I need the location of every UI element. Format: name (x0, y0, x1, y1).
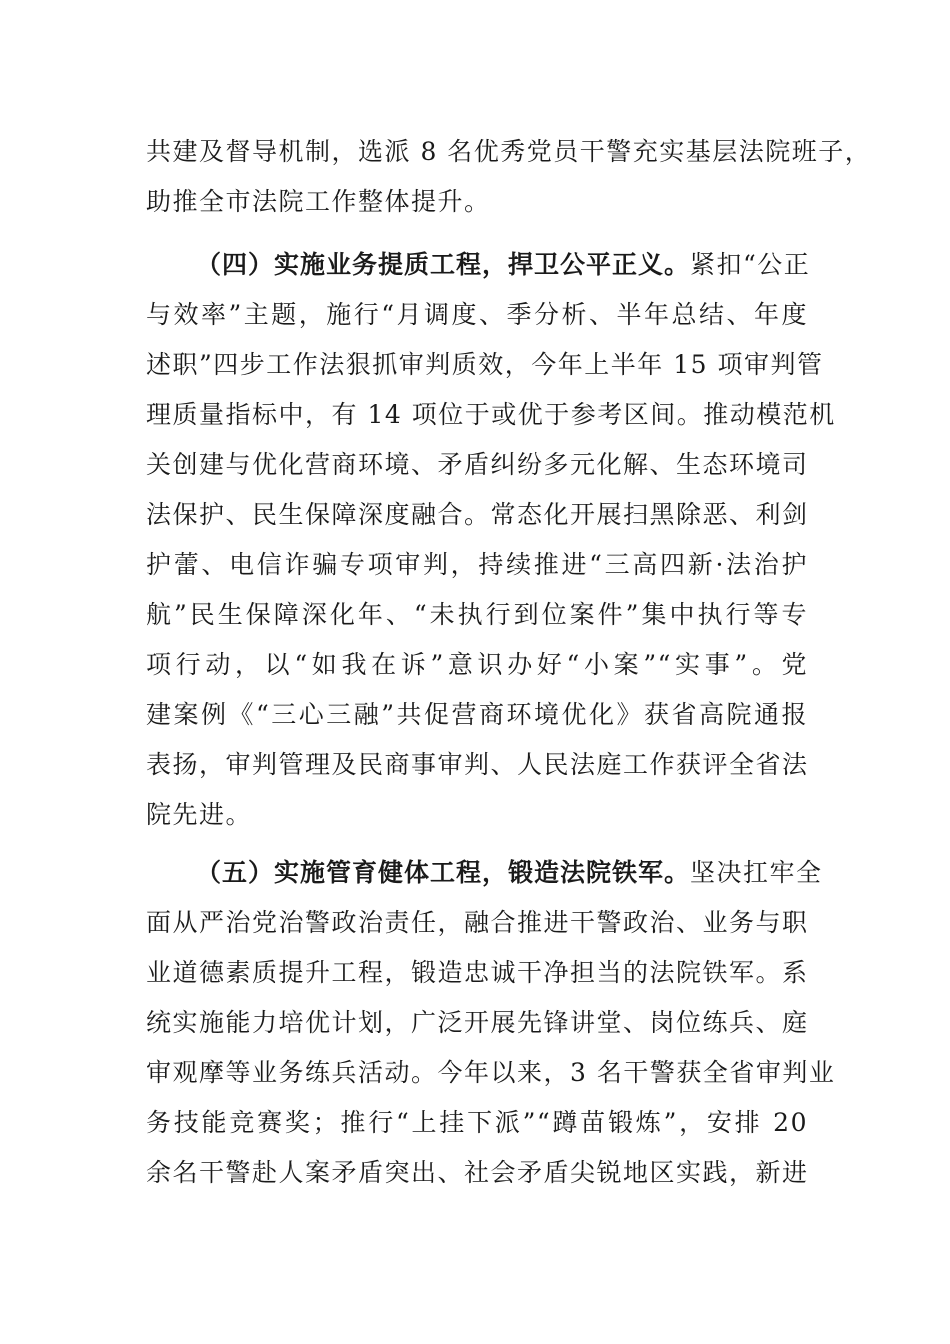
section-four-heading: （四）实施业务提质工程，捍卫公平正义。 (196, 250, 691, 279)
paragraph-line: 共建及督导机制，选派 8 名优秀党员干警充实基层法院班子， (146, 137, 872, 166)
paragraph-line: 余名干警赴人案矛盾突出、社会矛盾尖锐地区实践，新进 (146, 1158, 809, 1187)
paragraph-line: 护蕾、电信诈骗专项审判，持续推进“三高四新·法治护 (146, 550, 808, 579)
section-five-paragraph (146, 848, 836, 1198)
paragraph-line: 建案例《“三心三融”共促营商环境优化》获省高院通报 (146, 700, 808, 729)
paragraph-line: 助推全市法院工作整体提升。 (146, 187, 491, 216)
paragraph-line: 业道德素质提升工程，锻造忠诚干净担当的法院铁军。系 (146, 958, 809, 987)
paragraph-line: 院先进。 (146, 800, 253, 829)
paragraph-line: 与效率”主题，施行“月调度、季分析、半年总结、年度 (146, 300, 808, 329)
section-five-heading: （五）实施管育健体工程，锻造法院铁军。 (196, 858, 691, 887)
paragraph-line: 航”民生保障深化年、“未执行到位案件”集中执行等专 (146, 600, 808, 629)
section-five-first-line (146, 848, 823, 898)
paragraph-line: 面从严治党治警政治责任，融合推进干警政治、业务与职 (146, 908, 809, 937)
paragraph-line: 法保护、民生保障深度融合。常态化开展扫黑除恶、利剑 (146, 500, 809, 529)
paragraph-line: 述职”四步工作法狠抓审判质效，今年上半年 15 项审判管 (146, 350, 824, 379)
continuation-paragraph (146, 127, 872, 227)
paragraph-line: 务技能竞赛奖；推行“上挂下派”“蹲苗锻炼”，安排 20 (146, 1108, 808, 1137)
paragraph-line: 项行动，以“如我在诉”意识办好“小案”“实事”。党 (146, 650, 808, 679)
paragraph-line: 统实施能力培优计划，广泛开展先锋讲堂、岗位练兵、庭 (146, 1008, 809, 1037)
section-four-paragraph (146, 240, 836, 840)
section-four-first-line-rest: 紧扣“公正 (690, 250, 811, 279)
paragraph-line: 表扬，审判管理及民商事审判、人民法庭工作获评全省法 (146, 750, 809, 779)
paragraph-line: 理质量指标中，有 14 项位于或优于参考区间。推动模范机 (146, 400, 836, 429)
paragraph-line: 关创建与优化营商环境、矛盾纠纷多元化解、生态环境司 (146, 450, 809, 479)
section-four-first-line (146, 240, 811, 290)
paragraph-line: 审观摩等业务练兵活动。今年以来，3 名干警获全省审判业 (146, 1058, 836, 1087)
section-five-first-line-rest: 坚决扛牢全 (690, 858, 823, 887)
